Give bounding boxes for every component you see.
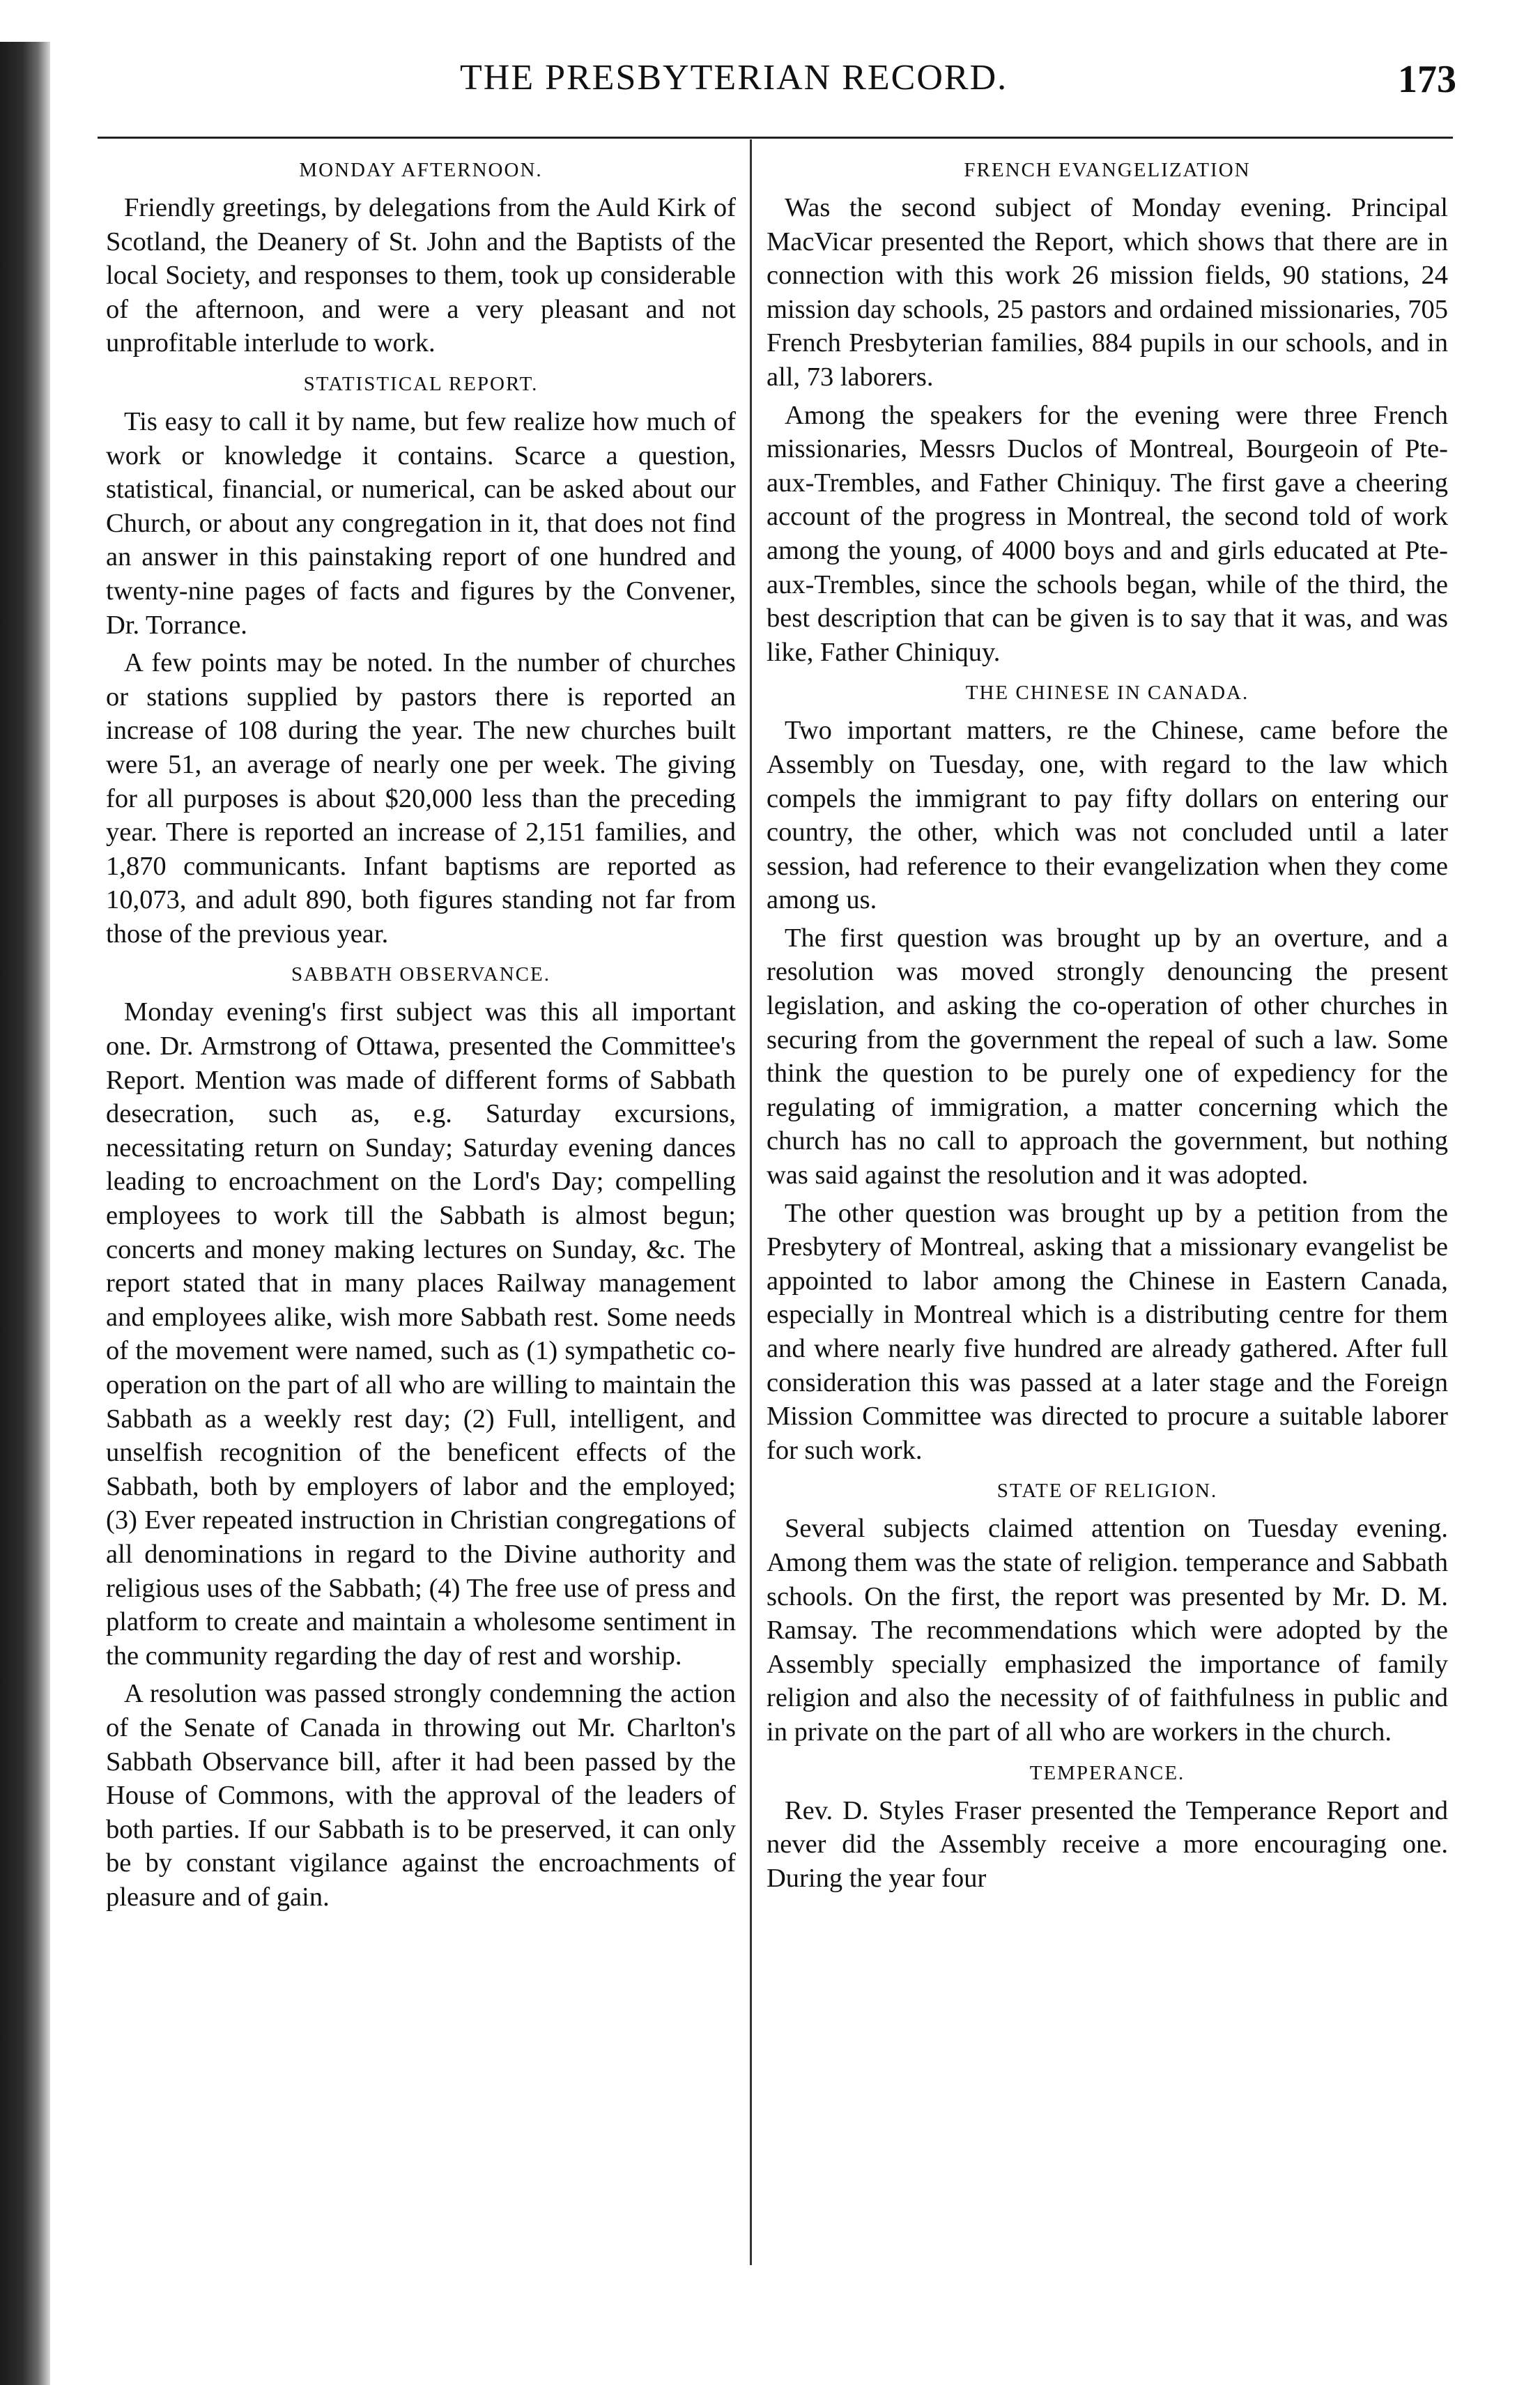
- paragraph: The other question was brought up by a petition from the Presbytery of Montreal, asking that a missionary evangelist be appointed to labor among the Chinese in Eastern Canada, especially in Montreal which is a distributing centre for them and where nearly five hundred are already gathered. After full consideration this was passed at a later stage and the Foreign Mission Committee was directed to procure a suitable laborer for such work.: [767, 1198, 1448, 1465]
- paragraph: Among the speakers for the evening were three French missionaries, Messrs Duclos of Montreal, Bourgeoin of Pte-aux-Trembles, and Father Chiniquy. The first gave a cheering account of the progress in Montreal, the second told of work among the young, of 4000 boys and and girls educated at Pte-aux-Trembles, since the schools began, while of the third, the best description that can be given is to say that it was, and was like, Father Chiniquy.: [767, 400, 1448, 667]
- paragraph: Friendly greetings, by delegations from the Auld Kirk of Scotland, the Deanery of St. John and the Baptists of the local Society, and responses to them, took up considerable of the afternoon, and were a very pleasant and not unprofitable interlude to work.: [106, 193, 736, 358]
- paragraph: Two important matters, re the Chinese, came before the Assembly on Tuesday, one, with regard to the law which compels the immigrant to pay fifty dollars on entering our country, the other, which was not concluded until a later session, had reference to their evangelization when they come among us.: [767, 716, 1448, 915]
- paragraph: The first question was brought up by an overture, and a resolution was moved strongly denouncing the present legislation, and asking the co-operation of other churches in securing from the government the repeal of such a law. Some think the question to be purely one of expediency for the regulating of immigration, a matter concerning which the church has no call to approach the government, but nothing was said against the resolution and it was adopted.: [767, 923, 1448, 1190]
- right-column: [767, 153, 1448, 1899]
- running-head: THE PRESBYTERIAN RECORD.: [460, 58, 1008, 98]
- paragraph: Tis easy to call it by name, but few realize how much of work or knowledge it contains. Scarce a question, statistical, financial, or numerical, can be asked about our Church, or about any congregation in it, that does not find an answer in this painstaking report of one hundred and twenty-nine pages of facts and figures by the Convener, Dr. Torrance.: [106, 406, 736, 640]
- paragraph: Several subjects claimed attention on Tuesday evening. Among them was the state of religion. temperance and Sabbath schools. On the first, the report was presented by Mr. D. M. Ramsay. The recommendations which were adopted by the Assembly specially emphasized the importance of family religion and also the necessity of of faithfulness in public and in private on the part of all who are workers in the church.: [767, 1514, 1448, 1747]
- section-heading-state-of-religion: STATE OF RELIGION.: [996, 1480, 1218, 1503]
- column-divider: [750, 139, 752, 2265]
- header-rule: [98, 137, 1453, 139]
- paragraph: Rev. D. Styles Fraser presented the Temperance Report and never did the Assembly receive a more encouraging one. During the year four: [767, 1795, 1448, 1893]
- section-heading-monday-afternoon: MONDAY AFTERNOON.: [299, 159, 543, 181]
- section-heading-french-evangelization: FRENCH EVANGELIZATION: [964, 159, 1251, 181]
- paragraph: A resolution was passed strongly condemning the action of the Senate of Canada in throwing out Mr. Charlton's Sabbath Observance bill, after it had been passed by the House of Commons, with the approval of the leaders of both parties. If our Sabbath is to be preserved, it can only be by constant vigilance against the encroachments of pleasure and of gain.: [106, 1679, 736, 1912]
- section-heading-sabbath-observance: SABBATH OBSERVANCE.: [291, 963, 550, 986]
- section-heading-temperance: TEMPERANCE.: [1029, 1761, 1185, 1784]
- left-column: [106, 153, 736, 1919]
- paragraph: Was the second subject of Monday evening. Principal MacVicar presented the Report, which shows that there are in connection with this work 26 mission fields, 90 stations, 24 mission day schools, 25 pastors and ordained missionaries, 705 French Presbyterian families, 884 pupils in our schools, and in all, 73 laborers.: [767, 193, 1448, 392]
- section-heading-statistical-report: STATISTICAL REPORT.: [303, 372, 539, 395]
- paragraph: A few points may be noted. In the number of churches or stations supplied by pastors there is reported an increase of 108 during the year. The new churches built were 51, an average of nearly one per week. The giving for all purposes is about $20,000 less than the preceding year. There is reported an increase of 2,151 families, and 1,870 communicants. Infant baptisms are reported as 10,073, and adult 890, both figures standing not far from those of the previous year.: [106, 648, 736, 949]
- page-header: [98, 42, 1456, 139]
- page-number: 173: [1398, 58, 1456, 101]
- paragraph: Monday evening's first subject was this all important one. Dr. Armstrong of Ottawa, presented the Committee's Report. Mention was made of different forms of Sabbath desecration, such as, e.g. Saturday excursions, necessitating return on Sunday; Saturday evening dances leading to encroachment on the Lord's Day; compelling employees to work till the Sabbath is almost begun; concerts and money making lectures on Sunday, &c. The report stated that in many places Railway management and employees alike, wish more Sabbath rest. Some needs of the movement were named, such as (1) sympathetic co-operation on the part of all who are willing to maintain the Sabbath as a weekly rest day; (2) Full, intelligent, and unselfish recognition of the beneficent effects of the Sabbath, both by employers of labor and the employed; (3) Ever repeated instruction in Christian congregations of all denominations in regard to the Divine authority and religious uses of the Sabbath; (4) The free use of press and platform to create and maintain a wholesome sentiment in the community regarding the day of rest and worship.: [106, 997, 736, 1671]
- section-heading-chinese-in-canada: THE CHINESE IN CANADA.: [965, 682, 1249, 705]
- binding-shadow: [0, 42, 50, 2385]
